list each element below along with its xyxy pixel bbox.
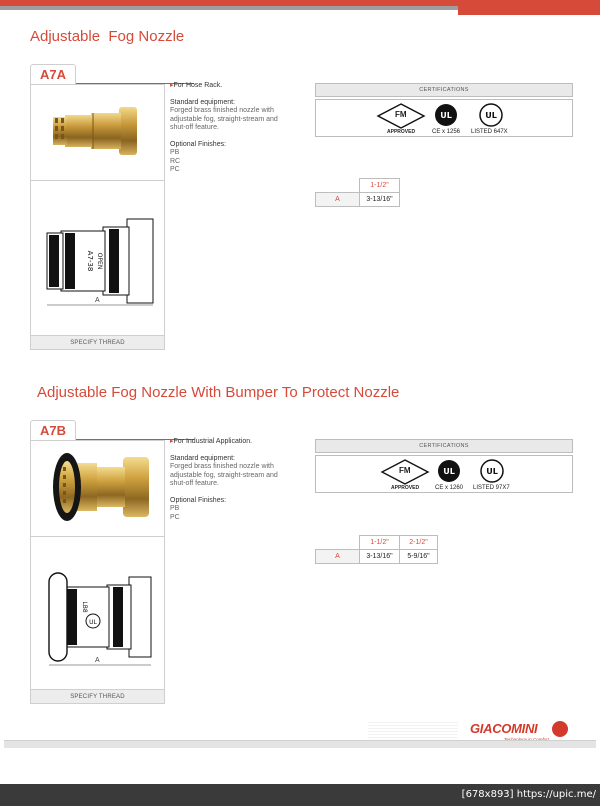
ul-listed-icon: [480, 459, 504, 483]
size-row-label: A: [316, 550, 360, 564]
size-header: 1-1/2": [360, 536, 400, 550]
product-code-tab-a7a: [30, 64, 164, 84]
nozzle-photo-a7b: [31, 441, 164, 537]
top-red-step: [458, 6, 600, 15]
svg-text:UL: UL: [89, 619, 97, 626]
certifications-header-a7a: CERTIFICATIONS: [315, 83, 573, 97]
ul-canada-icon: [437, 459, 461, 483]
size-header: 2-1/2": [400, 536, 438, 550]
finish-item: PC: [170, 513, 180, 521]
certifications-panel-a7b: FM APPROVED UL CE x 1260 UL LISTED 97X7: [315, 455, 573, 493]
product-code-a7b: A7B: [30, 420, 76, 440]
size-row-label: A: [316, 193, 360, 207]
product-code-tab-a7b: [30, 420, 164, 440]
nozzle-drawing-a7b: [31, 537, 164, 689]
size-value: 3-13/16": [360, 550, 400, 564]
finish-item: RC: [170, 157, 181, 165]
svg-text:OPEN: OPEN: [96, 252, 103, 270]
certifications-panel-a7a: FM APPROVED UL CE x 1256 UL LISTED 647X: [315, 99, 573, 137]
footer-band: [4, 740, 596, 748]
finish-item: PB: [170, 505, 180, 512]
product-description-a7b: ▸ For Industrial Application. Standard equipment: Forged brass finished nozzle with adjustable fog, straight-stream and shut-off feature. Optional Finishes: PB PC: [170, 438, 310, 522]
footer-stripes: [368, 722, 458, 738]
brand-logo: GIACOMINI: [470, 721, 538, 736]
nozzle-photo-a7a: [31, 85, 164, 181]
svg-text:LB8: LB8: [81, 601, 88, 613]
nozzle-drawing-a7a: [31, 181, 164, 335]
product-title-a7b: Adjustable Fog Nozzle With Bumper To Protect Nozzle: [37, 384, 400, 401]
ul-canada-icon: [434, 103, 458, 127]
product-title-a7a: Adjustable Fog Nozzle: [30, 28, 185, 45]
product-description-a7a: ▸ For Hose Rack. Standard equipment: Forged brass finished nozzle with adjustable fog, straight-stream and shut-off feature. Optional Finishes: PB RC PC: [170, 82, 310, 175]
ul-listed-icon: [479, 103, 503, 127]
brand-mark-icon: [552, 721, 568, 737]
size-table-a7a: [315, 178, 400, 207]
finish-item: PC: [170, 166, 180, 173]
svg-text:UL: UL: [485, 111, 497, 120]
finish-item: PB: [170, 149, 180, 156]
standard-heading-a7a: Standard equipment:: [170, 98, 235, 106]
standard-heading-a7b: Standard equipment:: [170, 454, 235, 462]
size-header: 1-1/2": [360, 179, 400, 193]
dimension-letter-a7b: A: [95, 657, 100, 664]
svg-text:UL: UL: [443, 467, 455, 476]
certifications-header-a7b: CERTIFICATIONS: [315, 439, 573, 453]
svg-text:A7-38: A7-38: [86, 250, 94, 272]
svg-text:UL: UL: [486, 467, 498, 476]
size-value: 5-9/16": [400, 550, 438, 564]
application-note-a7a: ▸ For Hose Rack.: [170, 82, 310, 91]
specify-thread-a7a: SPECIFY THREAD: [31, 335, 164, 349]
optional-heading-a7a: Optional Finishes:: [170, 140, 227, 148]
product-image-box-a7b: [30, 440, 165, 704]
svg-text:UL: UL: [440, 111, 452, 120]
application-note-a7b: ▸ For Industrial Application.: [170, 438, 310, 447]
product-code-a7a: A7A: [30, 64, 76, 84]
dimension-letter-a7a: A: [95, 297, 100, 304]
size-table-a7b: [315, 535, 438, 564]
product-image-box-a7a: [30, 84, 165, 350]
size-value: 3-13/16": [360, 193, 400, 207]
optional-heading-a7b: Optional Finishes:: [170, 496, 227, 504]
image-credit: [678x893] https://upic.me/: [461, 789, 596, 800]
specify-thread-a7b: SPECIFY THREAD: [31, 689, 164, 703]
